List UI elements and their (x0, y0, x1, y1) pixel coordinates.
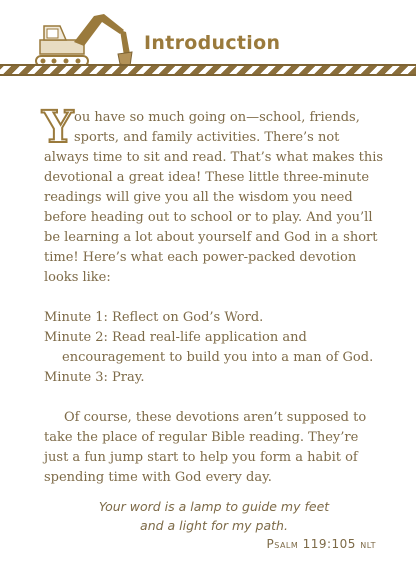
drop-cap: Y (42, 102, 74, 153)
list-item: Minute 2: Read real-life application and encouragement to build you into a man of God. (44, 330, 374, 365)
list-item: Minute 3: Pray. (44, 370, 145, 385)
closing-paragraph: Of course, these devotions aren’t supposed to take the place of regular Bible reading. They’re just a fun jump start to help you form a habit of spending time with God every day. (44, 410, 367, 485)
verse-reference: Psalm 119:105 nlt (266, 537, 376, 551)
list-item: Minute 1: Reflect on God’s Word. (44, 310, 264, 325)
hazard-stripe-divider (0, 64, 416, 76)
page-title: Introduction (144, 32, 281, 54)
header (0, 0, 416, 82)
spacer (44, 388, 384, 408)
excavator-icon (34, 10, 134, 70)
scripture-verse (44, 497, 384, 535)
minutes-list (44, 308, 384, 388)
body-text (42, 102, 384, 488)
spacer (44, 288, 384, 308)
verse-line: and a light for my path. (140, 518, 288, 533)
verse-line: Your word is a lamp to guide my feet (98, 499, 330, 514)
intro-text: ou have so much going on—school, friends, sports, and family activities. There’s not always time to sit and read. That’s what makes this devotional a great idea! These little three-minute readings will give you all the wisdom you need before heading out to school or to play. And you’ll be learning a lot about yourself and God in a short time! Here’s what each power-packed devotion looks like: (44, 110, 384, 285)
intro-paragraph (42, 102, 384, 288)
